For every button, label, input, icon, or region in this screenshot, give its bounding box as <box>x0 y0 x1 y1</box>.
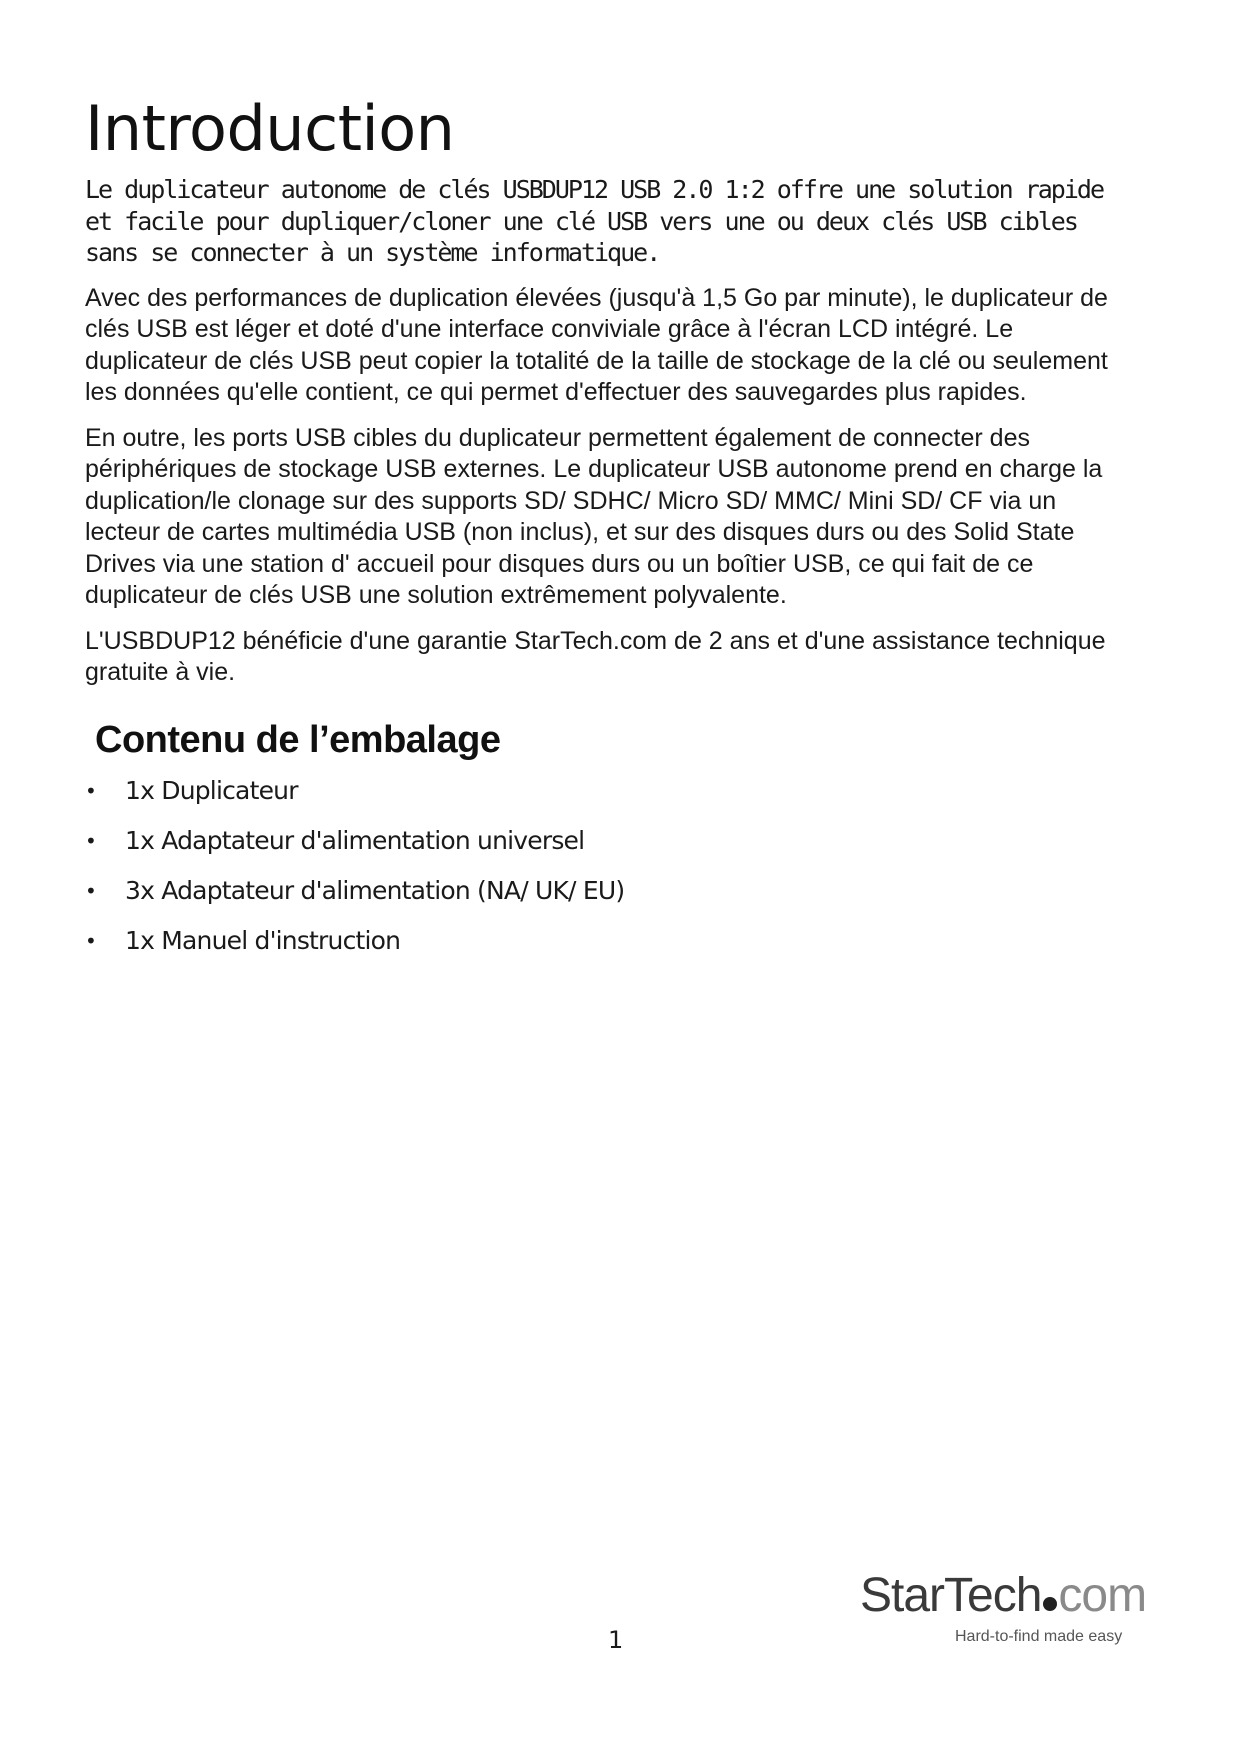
intro-paragraph-4: L'USBDUP12 bénéficie d'une garantie StarTech.com de 2 ans et d'une assistance technique gratuite à vie. <box>85 626 1106 686</box>
startech-logo <box>860 1568 1160 1658</box>
list-item <box>85 925 1125 957</box>
logo-wordmark <box>860 1568 1146 1624</box>
list-item <box>85 825 1125 857</box>
intro-paragraph-1: Le duplicateur autonome de clés USBDUP12 USB 2.0 1:2 offre une solution rapide et facile pour dupliquer/cloner une clé USB vers une ou deux clés USB cibles sans se connecter à un système informatique. <box>85 175 1103 267</box>
intro-paragraph-3: En outre, les ports USB cibles du duplicateur permettent également de connecter des périphériques de stockage USB externes. Le duplicateur USB autonome prend en charge la duplication/le clonage sur des supports SD/ SDHC/ Micro SD/ MMC/ Mini SD/ CF via un lecteur de cartes multimédia USB (non inclus), et sur des disques durs ou des Solid State Drives via une station d' accueil pour disques durs ou un boîtier USB, ce qui fait de ce duplicateur de clés USB une solution extrêmement polyvalente. <box>85 423 1103 609</box>
page-number: 1 <box>608 1626 624 1654</box>
bullet-icon: • <box>85 828 96 853</box>
logo-dot-icon <box>1043 1597 1057 1611</box>
list-item-label: 3x Adaptateur d'alimentation (NA/ UK/ EU) <box>125 875 625 905</box>
logo-name-part1: StarTech <box>860 1569 1042 1622</box>
list-item <box>85 775 1125 807</box>
list-item-label: 1x Adaptateur d'alimentation universel <box>125 825 585 855</box>
logo-name-part2: com <box>1058 1569 1147 1622</box>
package-contents-list <box>85 775 1125 957</box>
list-item-label: 1x Manuel d'instruction <box>125 925 401 955</box>
page-content <box>85 90 1125 975</box>
bullet-icon: • <box>85 878 96 903</box>
package-contents-title: Contenu de l’embalage <box>95 718 501 761</box>
intro-title: Introduction <box>85 92 455 165</box>
bullet-icon: • <box>85 778 96 803</box>
list-item <box>85 875 1125 907</box>
bullet-icon: • <box>85 928 96 953</box>
logo-tagline: Hard-to-find made easy <box>955 1628 1123 1645</box>
intro-paragraph-2: Avec des performances de duplication élevées (jusqu'à 1,5 Go par minute), le duplicateur de clés USB est léger et doté d'une interface conviviale grâce à l'écran LCD intégré. Le duplicateur de clés USB peut copier la totalité de la taille de stockage de la clé ou seulement les données qu'elle contient, ce qui permet d'effectuer des sauvegardes plus rapides. <box>85 283 1108 406</box>
list-item-label: 1x Duplicateur <box>125 775 298 805</box>
